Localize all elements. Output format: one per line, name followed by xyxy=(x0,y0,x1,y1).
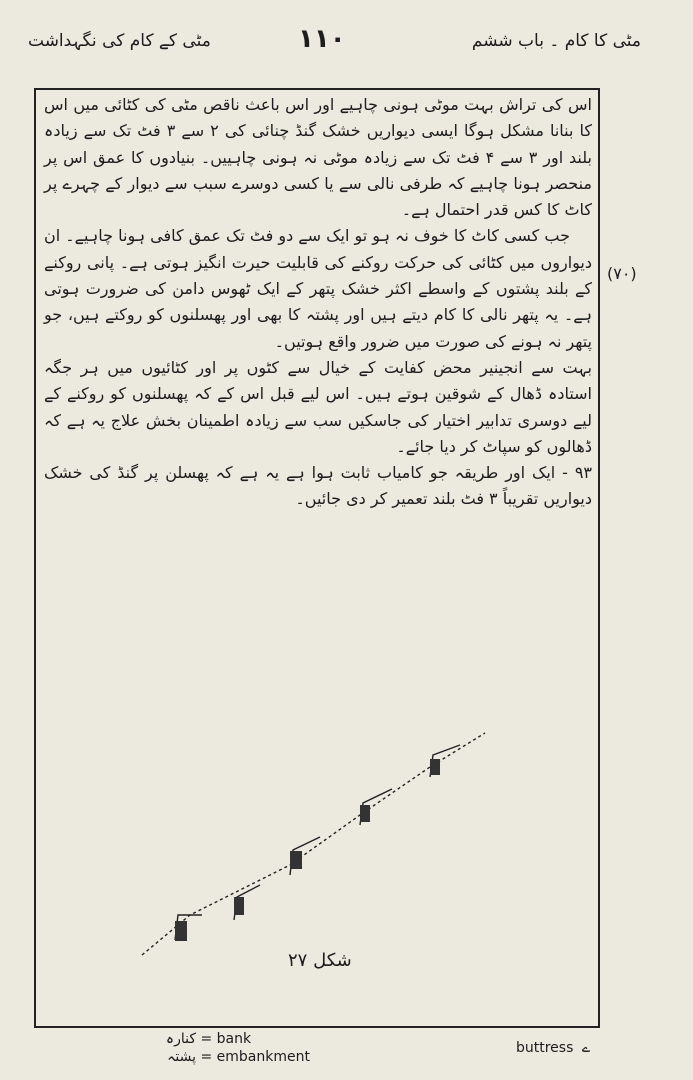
wall-block-1 xyxy=(175,921,187,941)
body-text xyxy=(44,92,592,513)
margin-number: (۷۰) xyxy=(607,264,637,283)
footnote-bank xyxy=(140,1030,310,1048)
footnote-buttress-urdu: ے xyxy=(581,1040,591,1056)
page-number: ۱۱۰ xyxy=(298,24,346,54)
running-header-chapter: مٹی کا کام ۔ باب ششم xyxy=(471,31,641,51)
footnote-buttress-english: buttress xyxy=(516,1040,574,1056)
footnote-bank-english: bank xyxy=(216,1031,252,1047)
footnote-bank-urdu: کنارہ xyxy=(165,1031,196,1047)
paragraph-2: جب کسی کاٹ کا خوف نہ ہو تو ایک سے دو فٹ تک عمق کافی ہونا چاہیے۔ ان دیواروں میں کٹائی کی حرکت روکنے کی قابلیت حیرت انگیز ہوتی ہے۔ پانی روکنے کے بلند پشتوں کے واسطے اکثر خشک پتھر کے ایک ٹھوس دامن کی ضرورت ہوتی ہے۔ یہ پتھر نالی کا کام دیتے ہیں اور پشتہ کا بھی اور پھسلنوں کو روکتے ہیں، جو پتھر نہ ہونے کی صورت میں ضرور واقع ہوتیں۔ xyxy=(44,226,592,351)
footnote-embankment-eq: = xyxy=(200,1049,213,1065)
paragraph-1: اس کی تراش بہت موٹی ہونی چاہیے اور اس باعث ناقص مٹی کی کٹائی میں اس کا بنانا مشکل ہوگا ایسی دیواریں خشک گنڈ چنائی کی ۲ سے ۳ فٹ تک سے زیادہ بلند اور ۳ سے ۴ فٹ تک سے زیادہ موٹی نہ ہونی چاہییں۔ بنیادوں کا عمق اس پر منحصر ہونا چاہیے کہ طرفی نالی سے یا کسی دوسرے سبب سے دیوار کے چہرے پر کاٹ کا کس قدر احتمال ہے۔ xyxy=(44,95,593,220)
footnote-glossary xyxy=(140,1030,310,1066)
footnote-embankment xyxy=(140,1048,310,1066)
footnote-buttress xyxy=(516,1040,590,1056)
figure-caption: شکل ۲۷ xyxy=(288,950,352,971)
wall-block-3 xyxy=(290,851,302,869)
paragraph-3: بہت سے انجینیر محض کفایت کے خیال سے کٹوں پر اور کٹائیوں میں ہر جگہ استادہ ڈھال کے شوقین ہوتے ہیں۔ اس لیے قبل اس کے کہ پھسلنوں کو روکنے کے لیے دوسری تدابیر اختیار کی جاسکیں سب سے زیادہ اطمینان بخش علاج یہ ہے کہ ڈھالوں کو سپاٹ کر دیا جائے۔ xyxy=(44,357,592,456)
footnote-bank-eq: = xyxy=(200,1031,213,1047)
wall-block-5 xyxy=(430,759,440,775)
footnote-embankment-english: embankment xyxy=(216,1049,310,1065)
stepped-wall-figure xyxy=(130,725,510,975)
running-header-title: مٹی کے کام کی نگہداشت xyxy=(28,31,211,51)
wall-block-4 xyxy=(360,805,370,822)
paragraph-4: ۹۳ - ایک اور طریقہ جو کامیاب ثابت ہوا ہے یہ ہے کہ پھسلن پر گنڈ کی خشک دیواریں تقریباً ۳ فٹ بلند تعمیر کر دی جائیں۔ xyxy=(44,463,592,509)
footnote-embankment-urdu: پشتہ xyxy=(167,1049,196,1065)
wall-block-2 xyxy=(234,897,244,915)
